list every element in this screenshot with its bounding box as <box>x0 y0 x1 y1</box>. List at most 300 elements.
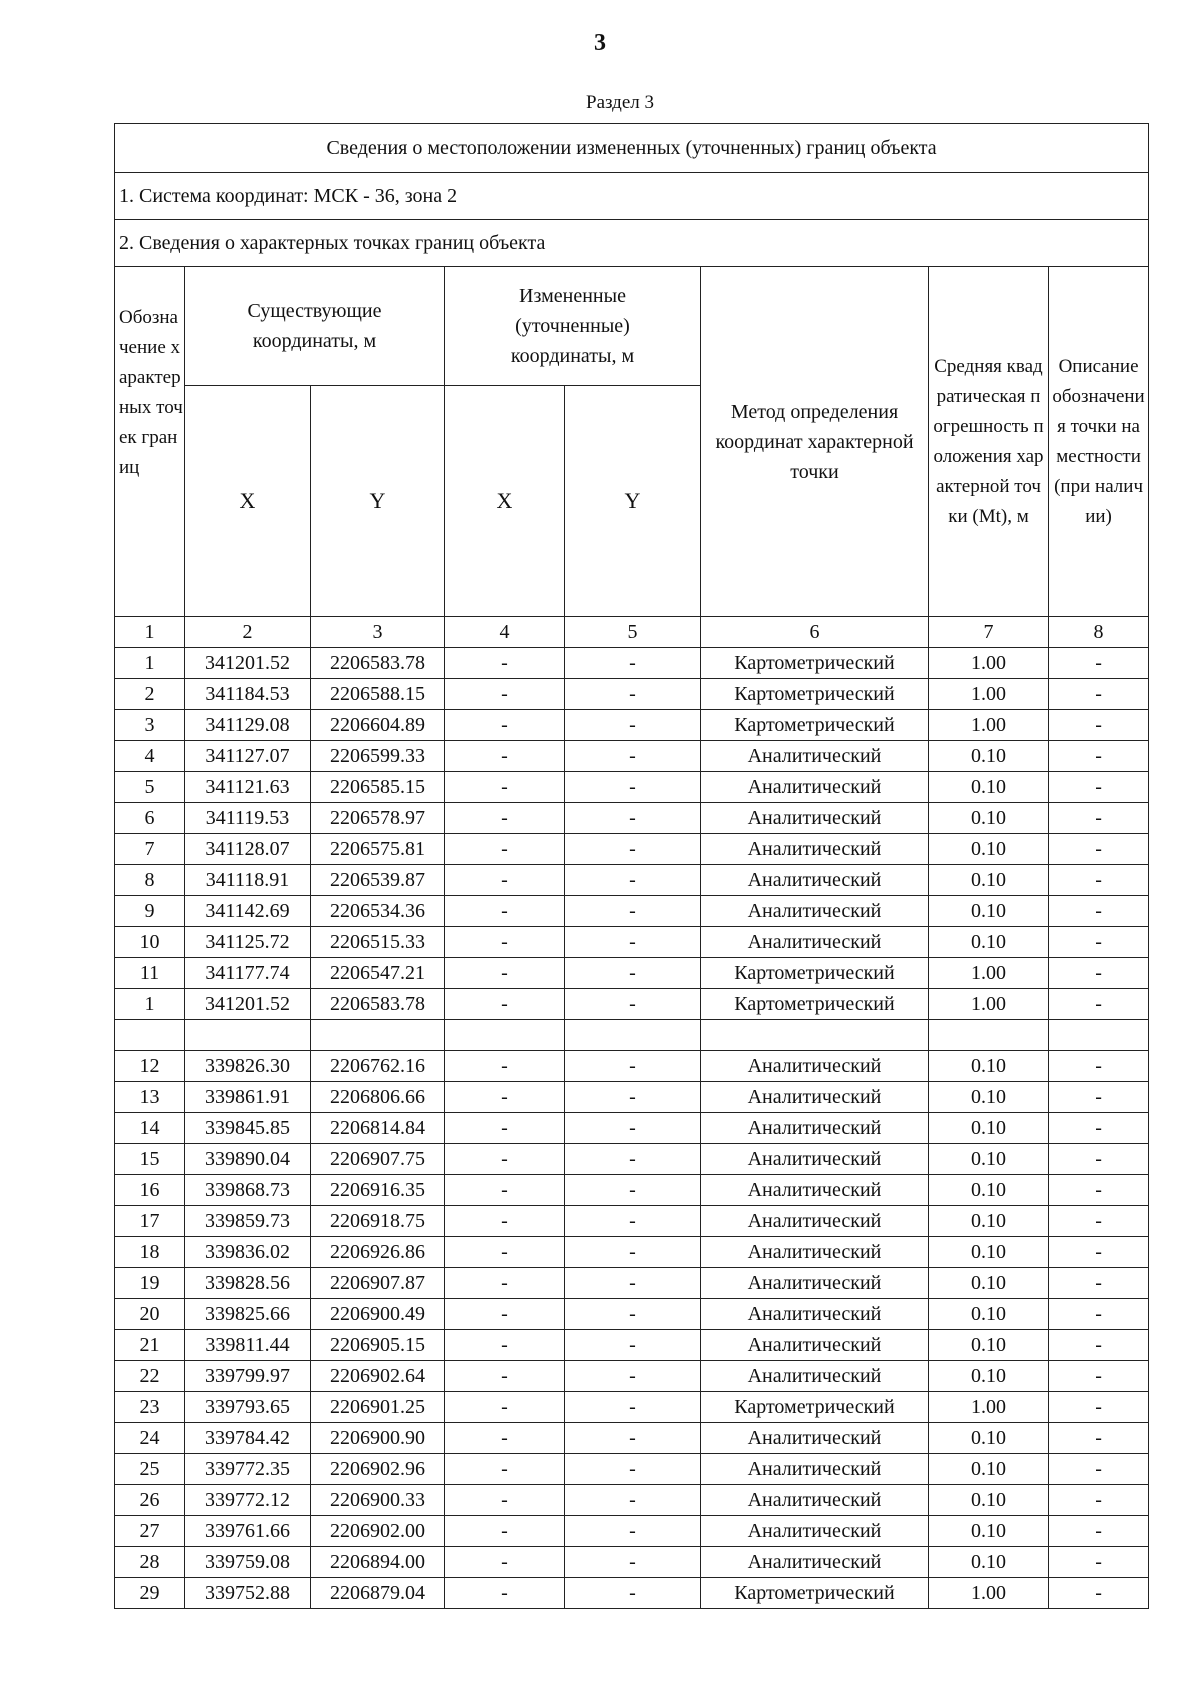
header-existing-y: Y <box>311 386 445 617</box>
description-cell: - <box>1049 865 1149 896</box>
existing-y-cell: 2206902.00 <box>311 1516 445 1547</box>
changed-x-cell: - <box>445 1299 565 1330</box>
changed-x-cell: - <box>445 1485 565 1516</box>
changed-y-cell: - <box>565 1485 701 1516</box>
changed-x-cell: - <box>445 648 565 679</box>
error-mt-cell: 0.10 <box>929 1485 1049 1516</box>
changed-x-cell: - <box>445 741 565 772</box>
changed-x-cell <box>445 1020 565 1051</box>
table-row <box>115 741 1149 772</box>
existing-y-cell: 2206918.75 <box>311 1206 445 1237</box>
error-mt-cell: 0.10 <box>929 1082 1049 1113</box>
existing-y-cell: 2206583.78 <box>311 989 445 1020</box>
changed-x-cell: - <box>445 1237 565 1268</box>
existing-y-cell: 2206916.35 <box>311 1175 445 1206</box>
existing-y-cell: 2206583.78 <box>311 648 445 679</box>
existing-x-cell: 339861.91 <box>185 1082 311 1113</box>
point-number-cell: 23 <box>115 1392 185 1423</box>
table-row <box>115 1175 1149 1206</box>
column-number: 6 <box>701 617 929 648</box>
error-mt-cell: 0.10 <box>929 1237 1049 1268</box>
column-number: 8 <box>1049 617 1149 648</box>
error-mt-cell: 0.10 <box>929 1051 1049 1082</box>
existing-x-cell: 339772.12 <box>185 1485 311 1516</box>
changed-x-cell: - <box>445 1330 565 1361</box>
point-number-cell: 20 <box>115 1299 185 1330</box>
header-changed-coordinates: Измененные (уточненные) координаты, м <box>445 267 701 386</box>
changed-x-cell: - <box>445 1082 565 1113</box>
changed-y-cell: - <box>565 1578 701 1609</box>
column-number: 7 <box>929 617 1049 648</box>
point-number-cell: 19 <box>115 1268 185 1299</box>
existing-x-cell: 339825.66 <box>185 1299 311 1330</box>
point-number-cell: 1 <box>115 648 185 679</box>
changed-x-cell: - <box>445 1051 565 1082</box>
existing-x-cell: 339799.97 <box>185 1361 311 1392</box>
changed-y-cell: - <box>565 1175 701 1206</box>
table-row <box>115 710 1149 741</box>
error-mt-cell: 1.00 <box>929 648 1049 679</box>
changed-y-cell: - <box>565 1423 701 1454</box>
existing-x-cell: 339772.35 <box>185 1454 311 1485</box>
existing-y-cell: 2206900.33 <box>311 1485 445 1516</box>
description-cell: - <box>1049 1454 1149 1485</box>
changed-x-cell: - <box>445 1423 565 1454</box>
description-cell: - <box>1049 989 1149 1020</box>
column-number: 5 <box>565 617 701 648</box>
changed-x-cell: - <box>445 1392 565 1423</box>
point-number-cell: 9 <box>115 896 185 927</box>
description-cell: - <box>1049 1299 1149 1330</box>
description-cell: - <box>1049 1330 1149 1361</box>
existing-y-cell: 2206902.96 <box>311 1454 445 1485</box>
point-number-cell: 27 <box>115 1516 185 1547</box>
point-number-cell: 17 <box>115 1206 185 1237</box>
boundary-points-table <box>114 123 1149 1609</box>
existing-x-cell: 339828.56 <box>185 1268 311 1299</box>
changed-x-cell: - <box>445 772 565 803</box>
method-cell: Аналитический <box>701 896 929 927</box>
point-number-cell: 6 <box>115 803 185 834</box>
existing-x-cell: 339859.73 <box>185 1206 311 1237</box>
changed-x-cell: - <box>445 679 565 710</box>
error-mt-cell: 1.00 <box>929 958 1049 989</box>
changed-y-cell: - <box>565 1051 701 1082</box>
error-mt-cell: 0.10 <box>929 1175 1049 1206</box>
existing-x-cell: 339836.02 <box>185 1237 311 1268</box>
description-cell: - <box>1049 927 1149 958</box>
existing-x-cell: 339868.73 <box>185 1175 311 1206</box>
table-row <box>115 1361 1149 1392</box>
points-info-heading: 2. Сведения о характерных точках границ объекта <box>115 220 1149 267</box>
table-row <box>115 1268 1149 1299</box>
method-cell: Аналитический <box>701 1299 929 1330</box>
existing-y-cell: 2206814.84 <box>311 1113 445 1144</box>
existing-y-cell: 2206547.21 <box>311 958 445 989</box>
method-cell: Аналитический <box>701 1423 929 1454</box>
method-cell: Картометрический <box>701 989 929 1020</box>
existing-y-cell: 2206806.66 <box>311 1082 445 1113</box>
error-mt-cell: 0.10 <box>929 1547 1049 1578</box>
point-number-cell: 28 <box>115 1547 185 1578</box>
error-mt-cell: 0.10 <box>929 1113 1049 1144</box>
point-number-cell: 22 <box>115 1361 185 1392</box>
existing-x-cell: 341129.08 <box>185 710 311 741</box>
table-title: Сведения о местоположении измененных (уточненных) границ объекта <box>115 124 1149 173</box>
error-mt-cell: 0.10 <box>929 1516 1049 1547</box>
point-number-cell: 10 <box>115 927 185 958</box>
description-cell: - <box>1049 1485 1149 1516</box>
existing-y-cell: 2206894.00 <box>311 1547 445 1578</box>
existing-y-cell <box>311 1020 445 1051</box>
changed-x-cell: - <box>445 927 565 958</box>
existing-x-cell: 339845.85 <box>185 1113 311 1144</box>
header-changed-x: X <box>445 386 565 617</box>
existing-x-cell: 339761.66 <box>185 1516 311 1547</box>
changed-y-cell: - <box>565 710 701 741</box>
column-number: 3 <box>311 617 445 648</box>
existing-x-cell: 341121.63 <box>185 772 311 803</box>
existing-x-cell: 339793.65 <box>185 1392 311 1423</box>
page-number: 3 <box>594 30 606 56</box>
error-mt-cell: 1.00 <box>929 679 1049 710</box>
method-cell: Аналитический <box>701 1237 929 1268</box>
error-mt-cell: 0.10 <box>929 1454 1049 1485</box>
changed-x-cell: - <box>445 803 565 834</box>
table-row <box>115 1206 1149 1237</box>
table-row <box>115 927 1149 958</box>
changed-y-cell: - <box>565 989 701 1020</box>
point-number-cell: 8 <box>115 865 185 896</box>
description-cell: - <box>1049 958 1149 989</box>
description-cell: - <box>1049 1237 1149 1268</box>
existing-y-cell: 2206588.15 <box>311 679 445 710</box>
table-row <box>115 1485 1149 1516</box>
description-cell: - <box>1049 1113 1149 1144</box>
changed-y-cell: - <box>565 1082 701 1113</box>
changed-y-cell: - <box>565 1268 701 1299</box>
point-number-cell: 18 <box>115 1237 185 1268</box>
method-cell: Аналитический <box>701 1082 929 1113</box>
changed-y-cell: - <box>565 865 701 896</box>
description-cell: - <box>1049 1516 1149 1547</box>
existing-x-cell: 339784.42 <box>185 1423 311 1454</box>
point-number-cell <box>115 1020 185 1051</box>
table-row <box>115 1237 1149 1268</box>
existing-x-cell: 339811.44 <box>185 1330 311 1361</box>
error-mt-cell: 0.10 <box>929 1268 1049 1299</box>
existing-y-cell: 2206515.33 <box>311 927 445 958</box>
point-number-cell: 4 <box>115 741 185 772</box>
error-mt-cell <box>929 1020 1049 1051</box>
point-number-cell: 13 <box>115 1082 185 1113</box>
column-number: 2 <box>185 617 311 648</box>
existing-y-cell: 2206585.15 <box>311 772 445 803</box>
existing-x-cell: 341119.53 <box>185 803 311 834</box>
method-cell: Аналитический <box>701 1144 929 1175</box>
existing-x-cell: 341127.07 <box>185 741 311 772</box>
method-cell: Аналитический <box>701 1361 929 1392</box>
changed-y-cell: - <box>565 803 701 834</box>
column-number: 1 <box>115 617 185 648</box>
existing-y-cell: 2206604.89 <box>311 710 445 741</box>
table-row <box>115 896 1149 927</box>
table-row <box>115 865 1149 896</box>
method-cell: Картометрический <box>701 648 929 679</box>
error-mt-cell: 0.10 <box>929 1144 1049 1175</box>
error-mt-cell: 0.10 <box>929 1299 1049 1330</box>
existing-x-cell <box>185 1020 311 1051</box>
point-number-cell: 15 <box>115 1144 185 1175</box>
method-cell: Аналитический <box>701 1113 929 1144</box>
changed-x-cell: - <box>445 1206 565 1237</box>
description-cell: - <box>1049 803 1149 834</box>
description-cell: - <box>1049 1547 1149 1578</box>
description-cell: - <box>1049 710 1149 741</box>
table-row <box>115 1454 1149 1485</box>
existing-x-cell: 341125.72 <box>185 927 311 958</box>
existing-x-cell: 339759.08 <box>185 1547 311 1578</box>
point-number-cell: 2 <box>115 679 185 710</box>
point-number-cell: 16 <box>115 1175 185 1206</box>
point-number-cell: 7 <box>115 834 185 865</box>
method-cell: Аналитический <box>701 1175 929 1206</box>
changed-y-cell: - <box>565 1547 701 1578</box>
header-existing-coordinates: Существующие координаты, м <box>185 267 445 386</box>
method-cell: Картометрический <box>701 958 929 989</box>
table-row <box>115 648 1149 679</box>
method-cell: Аналитический <box>701 1485 929 1516</box>
point-number-cell: 1 <box>115 989 185 1020</box>
method-cell: Аналитический <box>701 1206 929 1237</box>
description-cell: - <box>1049 1361 1149 1392</box>
table-row <box>115 834 1149 865</box>
description-cell <box>1049 1020 1149 1051</box>
point-number-cell: 5 <box>115 772 185 803</box>
method-cell: Аналитический <box>701 834 929 865</box>
changed-x-cell: - <box>445 1547 565 1578</box>
changed-x-cell: - <box>445 1516 565 1547</box>
changed-y-cell <box>565 1020 701 1051</box>
changed-y-cell: - <box>565 648 701 679</box>
coordinate-system: 1. Система координат: МСК - 36, зона 2 <box>115 173 1149 220</box>
changed-x-cell: - <box>445 896 565 927</box>
method-cell: Аналитический <box>701 927 929 958</box>
existing-y-cell: 2206901.25 <box>311 1392 445 1423</box>
error-mt-cell: 0.10 <box>929 865 1049 896</box>
table-row <box>115 1330 1149 1361</box>
header-changed-y: Y <box>565 386 701 617</box>
description-cell: - <box>1049 896 1149 927</box>
method-cell: Аналитический <box>701 1454 929 1485</box>
method-cell: Аналитический <box>701 1330 929 1361</box>
existing-y-cell: 2206762.16 <box>311 1051 445 1082</box>
existing-y-cell: 2206575.81 <box>311 834 445 865</box>
table-row <box>115 1082 1149 1113</box>
header-description: Описание обозначения точки на местности (при наличии) <box>1049 267 1149 617</box>
error-mt-cell: 1.00 <box>929 1392 1049 1423</box>
point-number-cell: 25 <box>115 1454 185 1485</box>
error-mt-cell: 0.10 <box>929 1423 1049 1454</box>
changed-y-cell: - <box>565 896 701 927</box>
changed-y-cell: - <box>565 1516 701 1547</box>
existing-y-cell: 2206599.33 <box>311 741 445 772</box>
method-cell: Аналитический <box>701 1516 929 1547</box>
table-row <box>115 1020 1149 1051</box>
method-cell: Аналитический <box>701 803 929 834</box>
description-cell: - <box>1049 1082 1149 1113</box>
table-row <box>115 958 1149 989</box>
error-mt-cell: 1.00 <box>929 989 1049 1020</box>
description-cell: - <box>1049 679 1149 710</box>
error-mt-cell: 0.10 <box>929 772 1049 803</box>
table-row <box>115 1547 1149 1578</box>
error-mt-cell: 0.10 <box>929 803 1049 834</box>
column-number: 4 <box>445 617 565 648</box>
header-error: Средняя квадратическая погрешность положения характерной точки (Mt), м <box>929 267 1049 617</box>
description-cell: - <box>1049 1144 1149 1175</box>
existing-x-cell: 341177.74 <box>185 958 311 989</box>
changed-x-cell: - <box>445 710 565 741</box>
table-row <box>115 1144 1149 1175</box>
error-mt-cell: 0.10 <box>929 1330 1049 1361</box>
point-number-cell: 3 <box>115 710 185 741</box>
changed-y-cell: - <box>565 1237 701 1268</box>
point-number-cell: 12 <box>115 1051 185 1082</box>
changed-y-cell: - <box>565 958 701 989</box>
changed-x-cell: - <box>445 1578 565 1609</box>
table-row <box>115 772 1149 803</box>
error-mt-cell: 1.00 <box>929 1578 1049 1609</box>
description-cell: - <box>1049 1051 1149 1082</box>
changed-y-cell: - <box>565 679 701 710</box>
changed-x-cell: - <box>445 958 565 989</box>
changed-y-cell: - <box>565 772 701 803</box>
description-cell: - <box>1049 1268 1149 1299</box>
description-cell: - <box>1049 741 1149 772</box>
changed-y-cell: - <box>565 1454 701 1485</box>
existing-x-cell: 339890.04 <box>185 1144 311 1175</box>
changed-y-cell: - <box>565 1206 701 1237</box>
header-designation: Обозначение характерных точек границ <box>115 267 185 617</box>
changed-y-cell: - <box>565 834 701 865</box>
method-cell: Аналитический <box>701 1547 929 1578</box>
description-cell: - <box>1049 834 1149 865</box>
table-row <box>115 679 1149 710</box>
point-number-cell: 29 <box>115 1578 185 1609</box>
description-cell: - <box>1049 1578 1149 1609</box>
existing-y-cell: 2206539.87 <box>311 865 445 896</box>
changed-x-cell: - <box>445 1175 565 1206</box>
table-row <box>115 1392 1149 1423</box>
header-method: Метод определения координат характерной точки <box>701 267 929 617</box>
table-row <box>115 1578 1149 1609</box>
error-mt-cell: 0.10 <box>929 834 1049 865</box>
existing-x-cell: 339752.88 <box>185 1578 311 1609</box>
section-label: Раздел 3 <box>586 92 654 113</box>
method-cell: Картометрический <box>701 710 929 741</box>
existing-y-cell: 2206534.36 <box>311 896 445 927</box>
error-mt-cell: 1.00 <box>929 710 1049 741</box>
point-number-cell: 11 <box>115 958 185 989</box>
table-row <box>115 989 1149 1020</box>
description-cell: - <box>1049 1423 1149 1454</box>
existing-y-cell: 2206879.04 <box>311 1578 445 1609</box>
changed-y-cell: - <box>565 1144 701 1175</box>
existing-x-cell: 341184.53 <box>185 679 311 710</box>
changed-x-cell: - <box>445 1361 565 1392</box>
existing-y-cell: 2206907.75 <box>311 1144 445 1175</box>
existing-y-cell: 2206907.87 <box>311 1268 445 1299</box>
existing-y-cell: 2206902.64 <box>311 1361 445 1392</box>
existing-x-cell: 341128.07 <box>185 834 311 865</box>
changed-y-cell: - <box>565 741 701 772</box>
method-cell: Аналитический <box>701 1051 929 1082</box>
existing-y-cell: 2206926.86 <box>311 1237 445 1268</box>
changed-y-cell: - <box>565 1330 701 1361</box>
changed-y-cell: - <box>565 1299 701 1330</box>
existing-y-cell: 2206578.97 <box>311 803 445 834</box>
error-mt-cell: 0.10 <box>929 741 1049 772</box>
existing-y-cell: 2206900.90 <box>311 1423 445 1454</box>
changed-x-cell: - <box>445 1144 565 1175</box>
existing-y-cell: 2206900.49 <box>311 1299 445 1330</box>
header-existing-x: X <box>185 386 311 617</box>
changed-x-cell: - <box>445 865 565 896</box>
table-row <box>115 1423 1149 1454</box>
method-cell <box>701 1020 929 1051</box>
existing-x-cell: 341201.52 <box>185 648 311 679</box>
method-cell: Аналитический <box>701 865 929 896</box>
method-cell: Аналитический <box>701 1268 929 1299</box>
error-mt-cell: 0.10 <box>929 896 1049 927</box>
changed-x-cell: - <box>445 1454 565 1485</box>
changed-y-cell: - <box>565 1361 701 1392</box>
method-cell: Картометрический <box>701 679 929 710</box>
error-mt-cell: 0.10 <box>929 1206 1049 1237</box>
method-cell: Аналитический <box>701 772 929 803</box>
description-cell: - <box>1049 648 1149 679</box>
method-cell: Картометрический <box>701 1578 929 1609</box>
point-number-cell: 26 <box>115 1485 185 1516</box>
existing-x-cell: 341142.69 <box>185 896 311 927</box>
method-cell: Картометрический <box>701 1392 929 1423</box>
description-cell: - <box>1049 1392 1149 1423</box>
table-row <box>115 1113 1149 1144</box>
existing-x-cell: 339826.30 <box>185 1051 311 1082</box>
table-row <box>115 1299 1149 1330</box>
error-mt-cell: 0.10 <box>929 927 1049 958</box>
point-number-cell: 21 <box>115 1330 185 1361</box>
description-cell: - <box>1049 1206 1149 1237</box>
changed-x-cell: - <box>445 1268 565 1299</box>
existing-y-cell: 2206905.15 <box>311 1330 445 1361</box>
description-cell: - <box>1049 1175 1149 1206</box>
changed-y-cell: - <box>565 1392 701 1423</box>
point-number-cell: 14 <box>115 1113 185 1144</box>
point-number-cell: 24 <box>115 1423 185 1454</box>
changed-y-cell: - <box>565 1113 701 1144</box>
method-cell: Аналитический <box>701 741 929 772</box>
existing-x-cell: 341201.52 <box>185 989 311 1020</box>
error-mt-cell: 0.10 <box>929 1361 1049 1392</box>
changed-y-cell: - <box>565 927 701 958</box>
description-cell: - <box>1049 772 1149 803</box>
table-row <box>115 803 1149 834</box>
table-row <box>115 1051 1149 1082</box>
existing-x-cell: 341118.91 <box>185 865 311 896</box>
changed-x-cell: - <box>445 989 565 1020</box>
